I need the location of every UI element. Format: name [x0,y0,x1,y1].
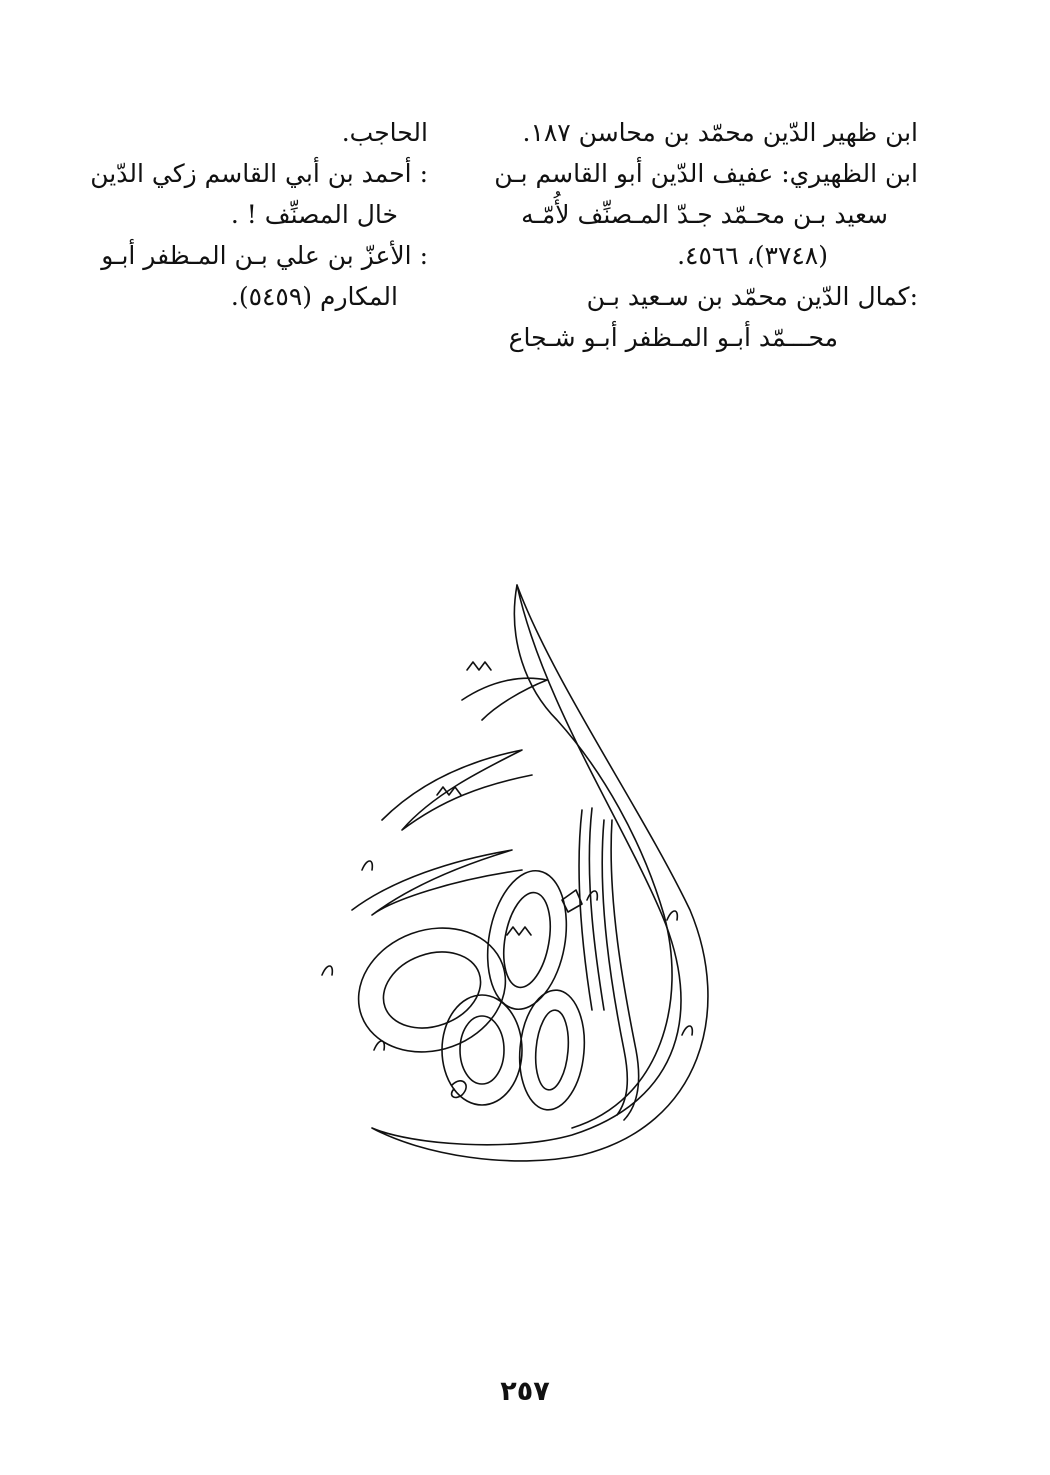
index-entry-line: : الأعزّ بن علي بـن المـظفر أبـو [101,241,428,270]
index-entry-line: محـــمّد أبـو المـظفر أبـو شـجاع [508,323,838,352]
index-entry-line: ابن ظهير الدّين محمّد بن محاسن ١٨٧. [522,118,918,147]
index-entry-line: خال المصنِّف ! . [230,200,398,229]
index-entry-line: سعيد بـن محـمّد جـدّ المـصنِّف لأُمّـه [521,200,888,229]
left-index-column [90,112,428,317]
right-index-column [494,112,918,358]
index-entry-line: ابن الظهيري: عفيف الدّين أبو القاسم بـن [494,159,918,188]
index-entry-line: :كمال الدّين محمّد بن سـعيد بـن [586,282,918,311]
index-entry-line: (٣٧٤٨)، ٤٥٦٦. [677,241,828,270]
index-entry-line: الحاجب. [341,118,428,147]
calligraphy-teardrop-icon [312,580,732,1180]
index-entry-line: : أحمد بن أبي القاسم زكي الدّين [90,159,428,188]
page-number: ٢٥٧ [500,1376,550,1407]
index-entry-line: المكارم (٥٤٥٩). [230,282,398,311]
